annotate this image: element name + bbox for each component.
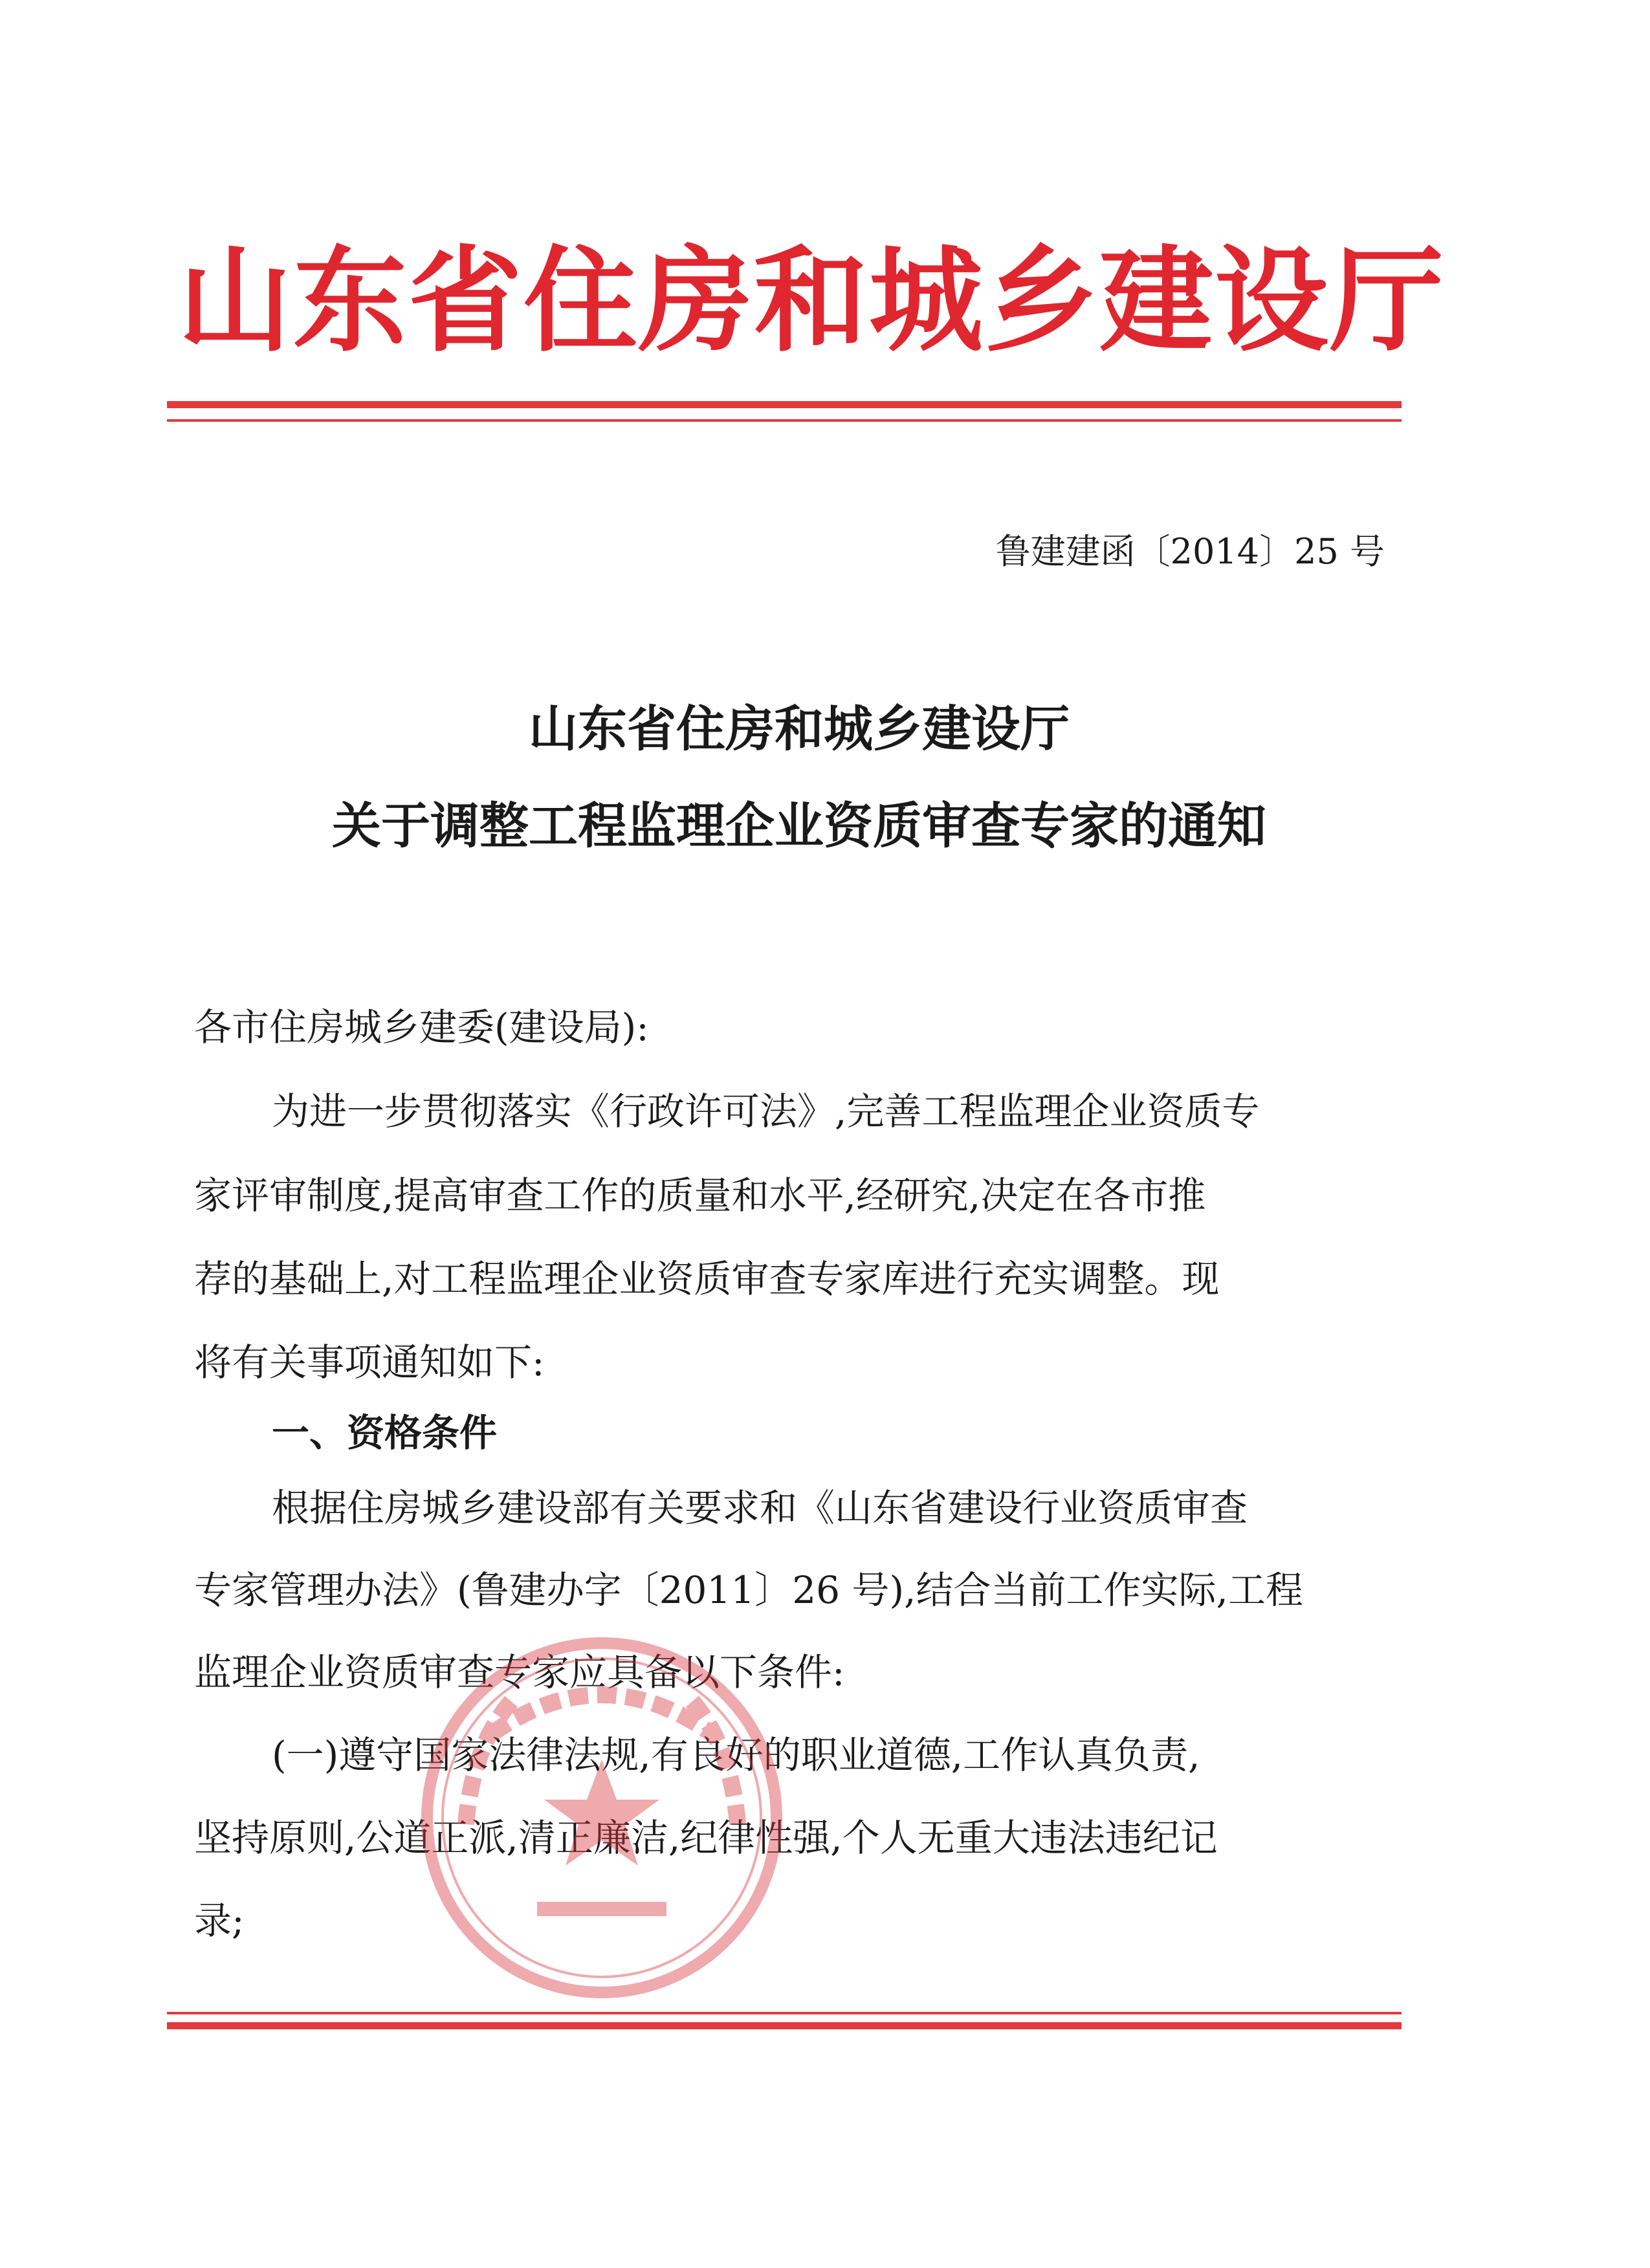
paragraph1-line: 将有关事项通知如下: <box>194 1340 545 1384</box>
paragraph1-line: 为进一步贯彻落实《行政许可法》,完善工程监理企业资质专 <box>272 1089 1260 1133</box>
footer-rule-thin <box>167 2012 1402 2014</box>
paragraph2-line: 根据住房城乡建设部有关要求和《山东省建设行业资质审查 <box>272 1486 1248 1530</box>
item1-line: 录; <box>194 1899 245 1943</box>
paragraph2-line: 监理企业资质审查专家应具备以下条件: <box>194 1650 845 1694</box>
notice-title-line1: 山东省住房和城乡建设厅 <box>529 700 1070 758</box>
item1-line: (一)遵守国家法律法规,有良好的职业道德,工作认真负责, <box>272 1733 1200 1777</box>
paragraph1-line: 荐的基础上,对工程监理企业资质审查专家库进行充实调整。现 <box>194 1257 1220 1301</box>
letterhead-title: 山东省住房和城乡建设厅 <box>178 234 1446 367</box>
section-heading: 一、资格条件 <box>272 1411 498 1455</box>
paragraph2-line: 专家管理办法》(鲁建办字〔2011〕26 号),结合当前工作实际,工程 <box>194 1568 1303 1612</box>
letterhead-rule-thin <box>167 419 1402 422</box>
paragraph1-line: 家评审制度,提高审查工作的质量和水平,经研究,决定在各市推 <box>194 1173 1206 1217</box>
letterhead-rule-thick <box>167 401 1402 408</box>
footer-rule-thick <box>167 2022 1402 2029</box>
document-number: 鲁建建函〔2014〕25 号 <box>995 531 1385 572</box>
notice-title-line2: 关于调整工程监理企业资质审查专家的通知 <box>332 797 1266 855</box>
item1-line: 坚持原则,公道正派,清正廉洁,纪律性强,个人无重大违法违纪记 <box>194 1816 1218 1860</box>
addressee: 各市住房城乡建委(建设局): <box>194 1005 649 1049</box>
